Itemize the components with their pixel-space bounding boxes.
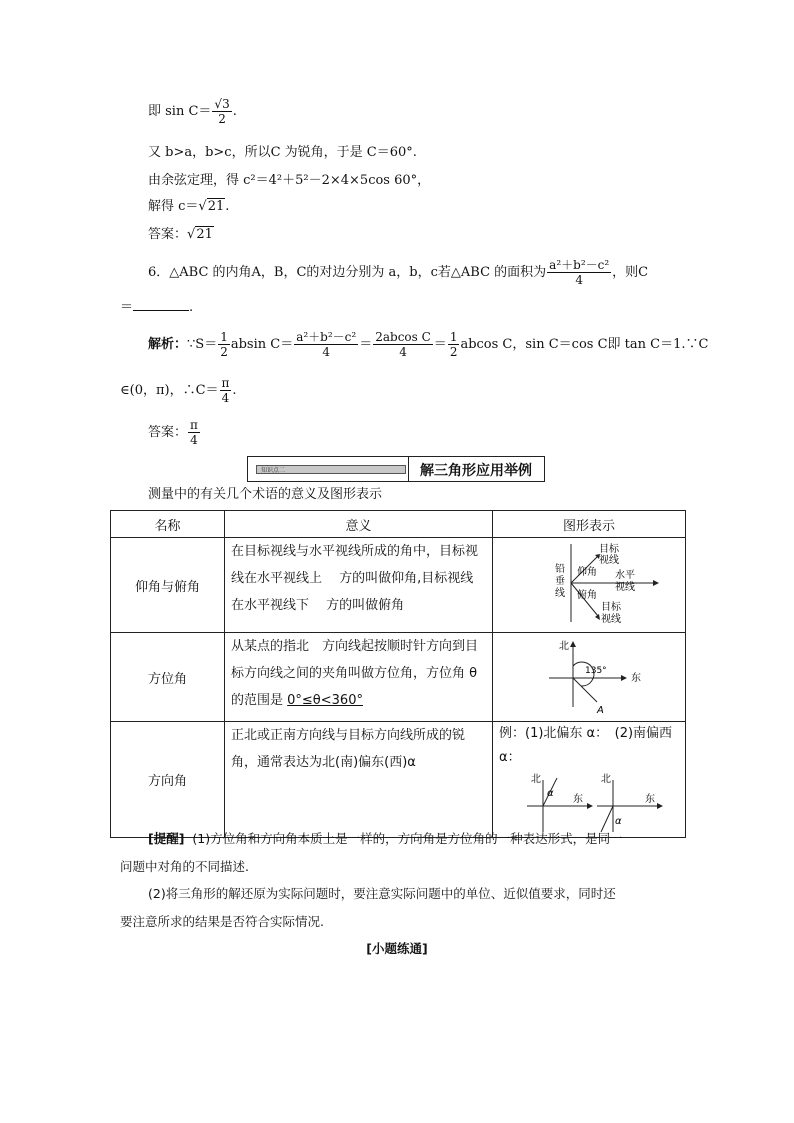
text: abcos C，sin C＝cos C即 tan C＝1.∵C: [460, 337, 709, 352]
tip-2-cont: 要注意所求的结果是否符合实际情况.: [120, 914, 324, 929]
radicand: 21: [207, 199, 225, 214]
fraction: [547, 258, 611, 287]
target-line: [601, 806, 613, 832]
label-north: 北: [531, 774, 541, 785]
label-north: 北: [601, 774, 611, 785]
problem-6-blank-line: [120, 298, 193, 317]
text: .: [232, 383, 237, 398]
label-target-top2: 视线: [599, 555, 619, 566]
tip-1-cont: 问题中对角的不同描述.: [120, 859, 249, 874]
label-alpha: α: [547, 788, 554, 799]
row-name-elevation: 仰角与俯角: [111, 538, 225, 633]
label-elevation: 仰角: [577, 567, 597, 578]
header-figure: 图形表示: [493, 511, 686, 538]
table-row: [111, 538, 686, 633]
text: 6．△ABC 的内角A，B，C的对边分别为 a，b，c若△ABC 的面积为: [148, 265, 547, 280]
fraction-den: 2: [218, 112, 226, 126]
tip-label: [提醒]: [148, 831, 185, 846]
label-point: A: [597, 705, 604, 716]
fraction: [294, 330, 358, 359]
label-target-bottom2: 视线: [601, 614, 621, 625]
tip-2: (2)将三角形的解还原为实际问题时，要注意实际问题中的单位、近似值要求，同时还: [148, 886, 616, 901]
fraction-num: a²＋b²－c²: [296, 330, 357, 344]
section-title: 解三角形应用举例: [420, 463, 532, 479]
fraction-den: 4: [190, 433, 198, 447]
answer-label: 答案：: [148, 425, 188, 440]
row-name-bearing: 方位角: [111, 633, 225, 722]
text: .: [189, 300, 194, 315]
table-header-row: [111, 511, 686, 538]
fraction-den: 4: [322, 345, 331, 359]
fraction-num: π: [221, 376, 230, 390]
label-alpha: α: [615, 816, 622, 827]
label-angle: 135°: [585, 666, 607, 676]
answer-line-6: [148, 418, 201, 447]
solution-line-acute: 又 b>a，b>c，所以C 为锐角，于是 C＝60°.: [148, 145, 417, 160]
section-tag-text: 知识点二: [261, 467, 286, 474]
label-plumb-1: 垂: [555, 576, 565, 587]
fraction-num: √3: [214, 97, 230, 111]
fraction-num: 1: [220, 330, 228, 344]
fraction: [218, 330, 230, 359]
fraction: [220, 376, 232, 405]
answer-blank: [133, 298, 189, 311]
text: ∈(0，π)，∴C＝: [120, 383, 219, 398]
text: 从某点的指北 方向线起按顺时针方向到目标方向线之间的夹角叫做方位角，方位角 θ 的范围是: [231, 639, 479, 708]
label-target-top: 目标: [599, 544, 619, 555]
radicand: 21: [196, 227, 213, 242]
fraction-den: 4: [221, 391, 230, 405]
figure-caption: 例：(1)北偏东 α： (2)南偏西 α：: [499, 726, 673, 765]
fraction-num: 1: [449, 330, 458, 344]
text: 解得 c＝: [148, 199, 199, 214]
solution-line-result: 解得 c＝√21.: [148, 199, 230, 214]
terms-table: [110, 510, 686, 838]
label-east: 东: [645, 794, 655, 805]
section-banner: [247, 456, 545, 482]
row-meaning-bearing: [225, 633, 493, 722]
analysis-label: 解析：: [148, 337, 188, 352]
label-north: 北: [559, 641, 569, 652]
answer-line-prev: 答案：√21: [148, 227, 213, 242]
text: (1)方位角和方向角本质上是一样的，方向角是方位角的一种表达形式，是同一: [192, 831, 623, 846]
bearing-diagram: [493, 633, 686, 717]
arrow-head: [570, 641, 576, 647]
label-horizontal: 水平: [615, 570, 635, 581]
label-plumb-0: 铅: [555, 564, 565, 575]
bearing-range: 0°≤θ<360°: [287, 693, 363, 708]
row-meaning-elevation: 在目标视线与水平视线所成的角中，目标视线在水平视线上 方的叫做仰角,目标视线在水平视线下 方的叫做俯角: [225, 538, 493, 633]
section-tag: [256, 465, 406, 474]
arrow-head: [587, 803, 593, 809]
header-name: 名称: [111, 511, 225, 538]
direction-diagrams: [493, 772, 686, 838]
text: ∵S＝: [187, 337, 218, 352]
fraction: [373, 330, 433, 359]
fraction-num: a²＋b²－c²: [549, 258, 610, 272]
text: .: [225, 199, 230, 214]
fraction-den: 4: [399, 345, 407, 359]
row-name-direction: 方向角: [111, 722, 225, 838]
problem-6-analysis-cont: [120, 376, 237, 405]
table-row: [111, 722, 686, 838]
label-east: 东: [573, 794, 583, 805]
problem-6-statement: [148, 258, 648, 287]
table-row: [111, 633, 686, 722]
text: ＝: [433, 337, 447, 352]
text: ＝: [120, 300, 134, 315]
arrow-head: [657, 803, 663, 809]
fraction: [212, 97, 231, 126]
text: .: [232, 104, 237, 119]
section-subtitle: 测量中的有关几个术语的意义及图形表示: [148, 487, 383, 502]
fraction-den: 2: [220, 345, 228, 359]
text: 即 sin C＝: [148, 104, 212, 119]
fraction-num: 2abcos C: [375, 330, 431, 344]
label-east: 东: [631, 673, 641, 684]
text: ＝: [359, 337, 373, 352]
tip-1: [148, 830, 623, 848]
problem-6-analysis: [148, 330, 708, 359]
figure-elevation-depression: [493, 538, 686, 633]
label-target-bottom: 目标: [601, 602, 621, 613]
solution-line-sin-c: [148, 97, 237, 126]
fraction: [448, 330, 460, 359]
fraction: [188, 418, 200, 447]
elevation-depression-diagram: [493, 538, 686, 628]
answer-label: 答案：: [148, 227, 188, 242]
figure-direction: [493, 722, 686, 838]
target-line: [573, 678, 597, 702]
fraction-num: π: [190, 418, 198, 432]
arrow-head: [653, 580, 659, 586]
practice-heading: [小题练通]: [366, 941, 428, 956]
text: absin C＝: [230, 337, 294, 352]
label-plumb-2: 线: [555, 588, 565, 599]
label-horizontal2: 视线: [615, 582, 635, 593]
row-meaning-direction: 正北或正南方向线与目标方向线所成的锐 角，通常表达为北(南)偏东(西)α: [225, 722, 493, 838]
fraction-den: 4: [575, 273, 583, 287]
fraction-den: 2: [449, 345, 458, 359]
solution-line-cosine-law: 由余弦定理，得 c²＝4²＋5²－2×4×5cos 60°，: [148, 173, 431, 188]
figure-bearing: [493, 633, 686, 722]
text: ，则C: [612, 265, 649, 280]
arrow-head: [621, 675, 627, 681]
label-depression: 俯角: [577, 590, 597, 601]
header-meaning: 意义: [225, 511, 493, 538]
